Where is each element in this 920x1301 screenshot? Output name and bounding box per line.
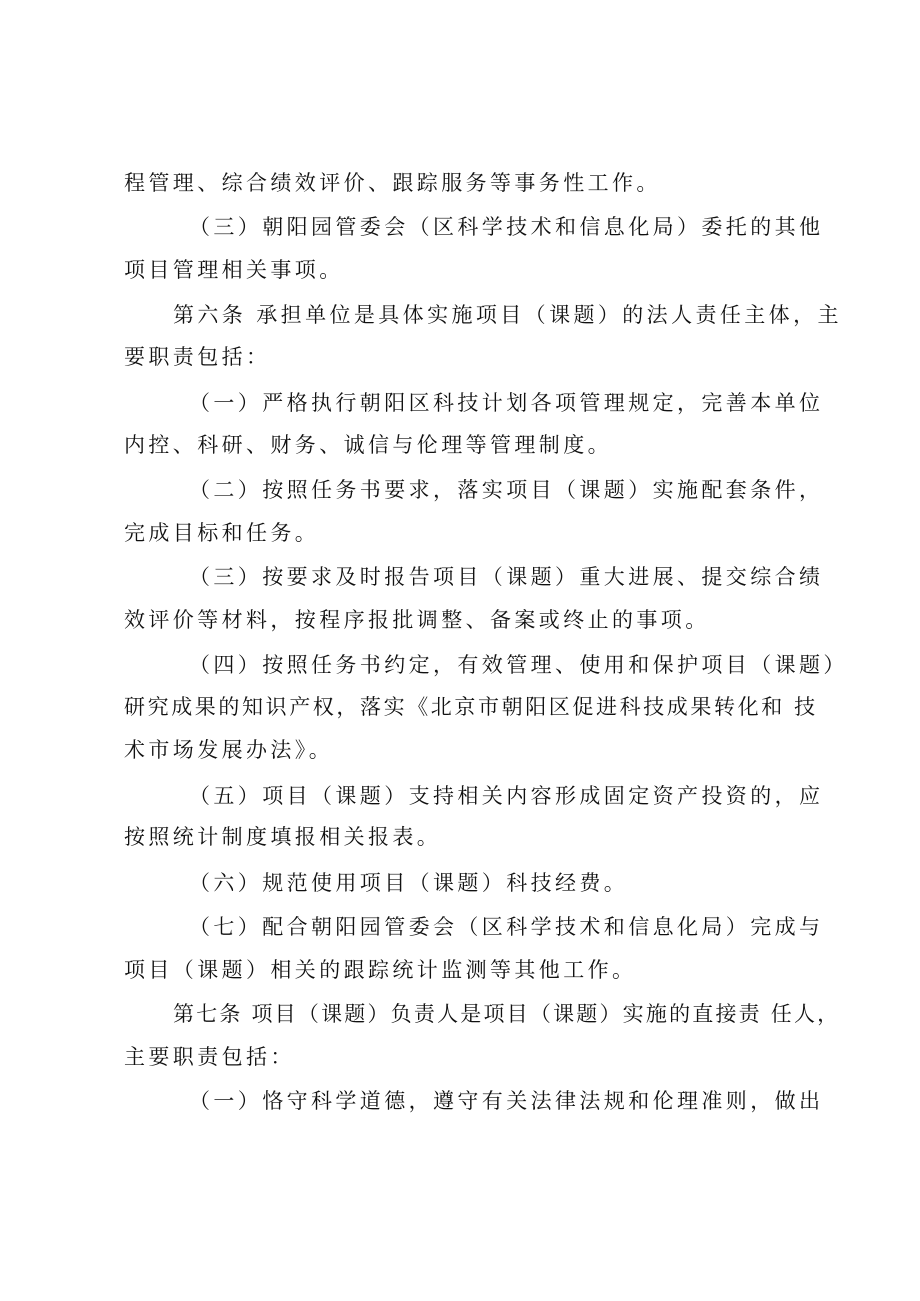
text-line: 要职责包括： xyxy=(124,345,271,369)
text-line: 内控、科研、财务、诚信与伦理等管理制度。 xyxy=(124,433,612,457)
section-heading-7: 第七条 项目（课题）负责人是项目（课题）实施的直接责 任人， xyxy=(173,1002,841,1026)
text-line: （六）规范使用项目（课题）科技经费。 xyxy=(189,871,629,895)
text-line: （七）配合朝阳园管委会（区科学技术和信息化局）完成与 xyxy=(189,915,824,939)
text-line: （五）项目（课题）支持相关内容形成固定资产投资的，应 xyxy=(189,784,824,808)
text-line: 按照统计制度填报相关报表。 xyxy=(124,825,442,849)
text-line: （二）按照任务书要求，落实项目（课题）实施配套条件， xyxy=(189,478,824,502)
text-line: 项目管理相关事项。 xyxy=(124,258,344,282)
text-line: （三）按要求及时报告项目（课题）重大进展、提交综合绩 xyxy=(189,565,824,589)
text-line: 项目（课题）相关的跟踪统计监测等其他工作。 xyxy=(124,958,637,982)
text-line: 主要职责包括： xyxy=(124,1045,295,1069)
text-line: 完成目标和任务。 xyxy=(124,521,320,545)
text-line: （一）严格执行朝阳区科技计划各项管理规定，完善本单位 xyxy=(189,391,824,415)
text-line: （三）朝阳园管委会（区科学技术和信息化局）委托的其他 xyxy=(189,215,824,239)
text-line: （一）恪守科学道德，遵守有关法律法规和伦理准则，做出 xyxy=(189,1089,824,1113)
section-heading-6: 第六条 承担单位是具体实施项目（课题）的法人责任主体，主 xyxy=(173,303,842,327)
text-line: 术市场发展办法》。 xyxy=(124,738,334,762)
text-line: 程管理、综合绩效评价、跟踪服务等事务性工作。 xyxy=(124,171,661,195)
text-line: （四）按照任务书约定，有效管理、使用和保护项目（课题） xyxy=(189,653,848,677)
text-line: 效评价等材料，按程序报批调整、备案或终止的事项。 xyxy=(124,608,710,632)
text-line: 研究成果的知识产权，落实《北京市朝阳区促进科技成果转化和 技 xyxy=(124,695,818,719)
